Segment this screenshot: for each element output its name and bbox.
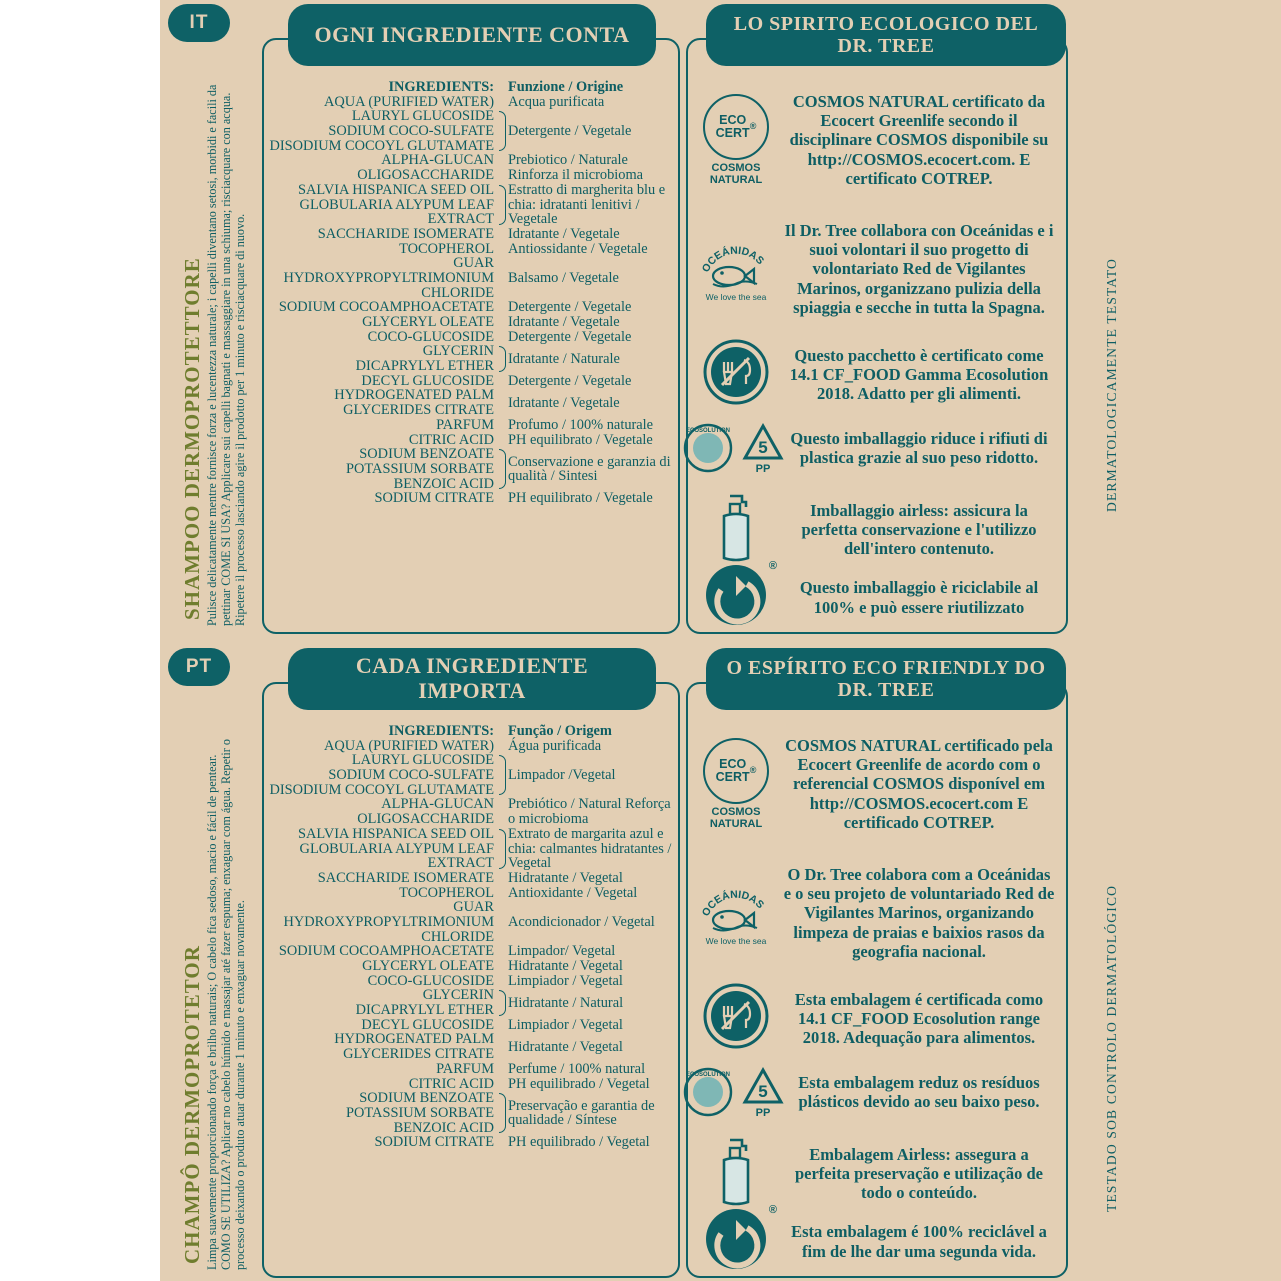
ingredient-names <box>266 388 498 417</box>
table-row <box>266 227 676 242</box>
eco-claim-text: Questo imballaggio è riciclabile al 100% e può essere riutilizzato <box>799 578 1039 617</box>
eco-blocks-pt <box>685 720 1064 1274</box>
table-row <box>266 959 676 974</box>
ingredient-name: GUAR <box>453 255 494 272</box>
ingredient-names <box>266 959 498 974</box>
table-row <box>266 330 676 345</box>
svg-text:We love the sea: We love the sea <box>705 936 767 946</box>
ingredient-function: Detergente / Vegetale <box>508 328 632 345</box>
ingredient-function: Prebiótico / Natural Reforça o microbioma <box>508 796 671 828</box>
ingredient-names <box>266 900 498 944</box>
ingredient-function: Balsamo / Vegetale <box>508 269 619 286</box>
eco-claim-text: Imballaggio airless: assicura la perfetta conservazione e l'utilizzo dell'intero contenuto. <box>801 500 1037 559</box>
ingredient-function: PH equilibrato / Vegetale <box>508 431 653 448</box>
ecosolution-badge-icon <box>683 423 733 473</box>
ingredient-name: DISODIUM COCOYL GLUTAMATE <box>269 781 494 798</box>
ingredients-table-it <box>266 80 676 506</box>
table-row <box>266 183 676 227</box>
table-row <box>266 753 676 797</box>
table-row <box>266 447 676 491</box>
ingredient-name: DICAPRYLYL ETHER <box>355 358 494 375</box>
ingredient-function: Perfume / 100% natural <box>508 1060 646 1077</box>
ingredient-name: AQUA (PURIFIED WATER) <box>323 93 494 110</box>
table-header-function: Funzione / Origine <box>508 79 624 95</box>
eco-claim-text: Esta embalagem é certificada como 14.1 CF_FOOD Ecosolution range 2018. Adequação para alimentos. <box>794 989 1044 1048</box>
oceanidas-icon <box>699 876 773 950</box>
recycle-pp5-icon <box>683 420 789 476</box>
eco-title-it: LO SPIRITO ECOLOGICO DEL DR. TREE <box>706 4 1066 66</box>
dermatological-claim-it: DERMATOLOGICAMENTE TESTATO <box>1104 258 1119 512</box>
ingredient-name: AQUA (PURIFIED WATER) <box>323 737 494 754</box>
ingredient-function: Detergente / Vegetale <box>508 123 632 140</box>
ingredient-names <box>266 95 498 110</box>
ingredient-names <box>266 153 498 182</box>
ingredient-function: Profumo / 100% naturale <box>508 416 654 433</box>
ingredient-name: GLOBULARIA ALYPUM LEAF <box>299 840 494 857</box>
svg-text:PP: PP <box>755 463 771 475</box>
ingredient-name: HYDROGENATED PALM <box>334 387 494 404</box>
ingredient-names <box>266 109 498 153</box>
ingredient-names <box>266 1135 498 1150</box>
ingredient-name: SODIUM COCO-SULFATE <box>328 767 494 784</box>
table-row <box>266 433 676 448</box>
ingredient-function: Idratante / Naturale <box>508 350 620 367</box>
svg-text:OCEÁNIDAS: OCEÁNIDAS <box>699 244 767 275</box>
svg-text:ECOSOLUTION: ECOSOLUTION <box>685 1072 731 1078</box>
ingredient-function: Detergente / Vegetale <box>508 299 632 316</box>
group-bracket <box>499 829 506 869</box>
ingredient-names <box>266 1091 498 1135</box>
ingredient-name: GLYCERIDES CITRATE <box>343 1046 494 1063</box>
table-row <box>266 256 676 300</box>
ecocert-circle-icon: ECO CERT ® <box>703 94 769 160</box>
ingredient-name: TOCOPHEROL <box>399 240 494 257</box>
svg-text:ECOSOLUTION: ECOSOLUTION <box>685 428 731 434</box>
ingredient-names <box>266 447 498 491</box>
ingredient-name: HYDROGENATED PALM <box>334 1031 494 1048</box>
language-badge-it: IT <box>168 4 230 42</box>
ingredient-name: PARFUM <box>436 416 494 433</box>
table-header-row <box>266 724 676 739</box>
ingredient-function: Limpador /Vegetal <box>508 767 616 784</box>
ingredient-name: EXTRACT <box>427 211 494 228</box>
ingredient-function: Hidratante / Vegetal <box>508 1038 623 1055</box>
ingredient-name: SACCHARIDE ISOMERATE <box>317 869 494 886</box>
table-row <box>266 974 676 989</box>
ingredient-function: Limpiador / Vegetal <box>508 972 623 989</box>
ingredient-name: OLIGOSACCHARIDE <box>357 811 494 828</box>
product-title-pt: CHAMPÔ DERMOPROTETOR <box>180 945 204 1264</box>
svg-text:OCEÁNIDAS: OCEÁNIDAS <box>699 888 767 919</box>
ingredient-name: DECYL GLUCOSIDE <box>361 372 494 389</box>
ingredient-function: Hidratante / Vegetal <box>508 869 623 886</box>
ingredient-name: DECYL GLUCOSIDE <box>361 1016 494 1033</box>
eco-claim-text: COSMOS NATURAL certificato da Ecocert Greenlife secondo il disciplinare COSMOS disponibile su http://COSMOS.ecocert.com. E certificato COTREP. <box>789 92 1049 188</box>
ingredient-name: POTASSIUM SORBATE <box>346 1104 494 1121</box>
ingredient-names <box>266 988 498 1017</box>
group-bracket <box>499 346 506 371</box>
ingredient-names <box>266 944 498 959</box>
ingredient-function: Antioxidante / Vegetal <box>508 884 638 901</box>
ingredient-name: TOCOPHEROL <box>399 884 494 901</box>
eco-claim-text: Esta embalagem é 100% reciclável a fim de lhe dar uma segunda vida. <box>791 1222 1047 1261</box>
table-row <box>266 1032 676 1061</box>
eco-claim-text: Questo imballaggio riduce i rifiuti di plastica grazie al suo peso ridotto. <box>790 428 1048 467</box>
eco-claim-block <box>685 1060 1064 1124</box>
eco-claim-text: Questo pacchetto è certificato come 14.1 CF_FOOD Gamma Ecosolution 2018. Adatto per gli alimenti. <box>789 345 1049 404</box>
ingredient-function: Antiossidante / Vegetale <box>508 240 648 257</box>
ingredient-name: LAURYL GLUCOSIDE <box>351 108 494 125</box>
ingredient-name: GLYCERIN <box>422 343 494 360</box>
ingredient-name: LAURYL GLUCOSIDE <box>351 752 494 769</box>
ingredient-name: SODIUM BENZOATE <box>359 446 494 463</box>
ingredient-names <box>266 330 498 345</box>
ingredient-names <box>266 827 498 871</box>
table-header-ingredients: INGREDIENTS: <box>388 79 494 95</box>
svg-text:5: 5 <box>758 438 768 457</box>
eco-title-pt: O ESPÍRITO ECO FRIENDLY DO DR. TREE <box>706 648 1066 710</box>
table-row <box>266 374 676 389</box>
ingredient-name: DISODIUM COCOYL GLUTAMATE <box>269 137 494 154</box>
ingredient-name: GUAR <box>453 899 494 916</box>
table-row <box>266 827 676 871</box>
table-row <box>266 344 676 373</box>
ingredient-names <box>266 256 498 300</box>
ingredient-name: SALVIA HISPANICA SEED OIL <box>297 825 494 842</box>
ingredient-name: GLOBULARIA ALYPUM LEAF <box>299 196 494 213</box>
ingredient-function: Idratante / Vegetale <box>508 225 620 242</box>
table-row <box>266 988 676 1017</box>
ingredient-names <box>266 183 498 227</box>
ingredient-names <box>266 1032 498 1061</box>
ingredient-function: Prebiotico / Naturale Rinforza il microbioma <box>508 152 644 184</box>
ingredient-names <box>266 300 498 315</box>
ingredient-name: POTASSIUM SORBATE <box>346 460 494 477</box>
group-bracket <box>499 185 506 225</box>
ingredient-function: Acqua purificata <box>508 93 605 110</box>
ingredients-title-it: OGNI INGREDIENTE CONTA <box>288 4 656 66</box>
table-row <box>266 886 676 901</box>
ingredient-function: PH equilibrado / Vegetal <box>508 1134 650 1151</box>
eco-claim-block <box>690 982 1064 1055</box>
ingredient-function: Idratante / Vegetale <box>508 394 620 411</box>
eco-claim-block <box>690 486 1064 573</box>
ingredient-function: PH equilibrado / Vegetal <box>508 1075 650 1092</box>
ingredient-function: Conservazione e garanzia di qualità / Sintesi <box>508 453 671 485</box>
ingredient-name: CHLORIDE <box>421 928 494 945</box>
eco-claim-text: Embalagem Airless: assegura a perfeita preservação e utilização de todo o conteúdo. <box>794 1144 1044 1203</box>
eco-blocks-it <box>685 76 1064 630</box>
ingredient-names <box>266 797 498 826</box>
ecosolution-badge-icon <box>683 1067 733 1117</box>
product-description-it: Pulisce delicatamente mentre fornisce forza e lucentezza naturale; i capelli diventano setosi, morbidi e facili da pettinar COME SI USA? Applicare sui capelli bagnati e massaggiare in una schiuma; risciacquare con acqua. Ripetere il processo lasciando agire il prodotto per 1 minuto e risciacquare di nuovo. <box>205 84 247 626</box>
ingredient-names <box>266 491 498 506</box>
eco-claim-block <box>690 338 1064 411</box>
ingredient-name: GLYCERIDES CITRATE <box>343 402 494 419</box>
group-bracket <box>499 990 506 1015</box>
ecocert-cosmos-natural-icon <box>701 738 771 830</box>
ingredient-function: Preservação e garantia de qualidade / Síntese <box>508 1097 655 1129</box>
ingredient-names <box>266 242 498 257</box>
ingredient-name: SODIUM COCO-SULFATE <box>328 123 494 140</box>
table-row <box>266 1077 676 1092</box>
ingredient-name: GLYCERYL OLEATE <box>362 958 494 974</box>
ingredient-name: ALPHA-GLUCAN <box>381 152 494 169</box>
eco-claim-block <box>690 84 1064 196</box>
ingredient-name: SODIUM BENZOATE <box>359 1090 494 1107</box>
ingredient-names <box>266 753 498 797</box>
ingredient-name: PARFUM <box>436 1060 494 1077</box>
food-safe-icon <box>702 982 770 1055</box>
table-row <box>266 1135 676 1150</box>
ingredient-function: Extrato de margarita azul e chia: calmantes hidratantes / Vegetal <box>508 825 672 872</box>
table-row <box>266 109 676 153</box>
food-safe-icon <box>702 338 770 411</box>
cosmos-natural-label: COSMOS NATURAL <box>709 161 763 186</box>
ingredient-names <box>266 418 498 433</box>
table-row <box>266 1062 676 1077</box>
eco-claim-text: COSMOS NATURAL certificado pela Ecocert Greenlife de acordo com o referencial COSMOS disponível em http://COSMOS.ecocert.com E certificado COTREP. <box>785 736 1053 832</box>
product-description-pt: Limpa suavemente proporcionando força e brilho naturais; O cabelo fica sedoso, macio e fácil de pentear. COMO SE UTILIZA? Aplicar no cabelo húmido e massajar até fazer espuma; enxaguar com água. Repetir o processo deixando o produto atuar durante 1 minuto e enxaguar novamente. <box>205 739 247 1270</box>
ingredient-name: SODIUM COCOAMPHOACETATE <box>278 943 494 960</box>
ingredient-function: Estratto di margherita blu e chia: idratanti lenitivi / Vegetale <box>508 181 666 228</box>
table-header-ingredients: INGREDIENTS: <box>388 723 494 739</box>
ingredient-function: Detergente / Vegetale <box>508 372 632 389</box>
eco-claim-text: O Dr. Tree colabora com a Oceánidas e o seu projeto de voluntariado Red de Vigilantes Marinos, organizando limpeza de praias e baixios rasos da geografia nacional. <box>783 865 1055 961</box>
ingredient-name: SACCHARIDE ISOMERATE <box>317 225 494 242</box>
airless-bottle-icon <box>708 1130 764 1217</box>
table-row <box>266 900 676 944</box>
ecocert-circle-icon: ECO CERT ® <box>703 738 769 804</box>
eco-claim-block <box>690 848 1064 978</box>
svg-text:5: 5 <box>758 1082 768 1101</box>
eco-claim-text: Esta embalagem reduz os resíduos plásticos devido ao seu baixo peso. <box>798 1072 1040 1111</box>
ingredient-names <box>266 1062 498 1077</box>
ingredient-function: PH equilibrato / Vegetale <box>508 490 653 507</box>
ingredients-table-pt <box>266 724 676 1150</box>
ingredient-names <box>266 871 498 886</box>
ingredient-name: SALVIA HISPANICA SEED OIL <box>297 181 494 198</box>
ingredients-title-pt: CADA INGREDIENTE IMPORTA <box>288 648 656 710</box>
eco-claim-block <box>690 1130 1064 1217</box>
ingredient-function: Idratante / Vegetale <box>508 314 620 330</box>
oceanidas-icon <box>699 232 773 306</box>
dermatological-claim-pt: TESTADO SOB CONTROLO DERMATOLÓGICO <box>1104 884 1119 1212</box>
ingredient-names <box>266 344 498 373</box>
group-bracket <box>499 111 506 151</box>
ingredient-name: CITRIC ACID <box>408 1075 494 1092</box>
ingredient-name: COCO-GLUCOSIDE <box>367 328 494 345</box>
ingredient-function: Limpiador / Vegetal <box>508 1016 623 1033</box>
ingredient-name: COCO-GLUCOSIDE <box>367 972 494 989</box>
eco-claim-block <box>690 562 1064 633</box>
ingredient-names <box>266 374 498 389</box>
ingredient-name: BENZOIC ACID <box>393 475 494 492</box>
ingredient-names <box>266 1018 498 1033</box>
ingredient-name: EXTRACT <box>427 855 494 872</box>
eco-claim-block <box>685 416 1064 480</box>
group-bracket <box>499 449 506 489</box>
table-row <box>266 739 676 754</box>
ingredient-names <box>266 739 498 754</box>
table-header-row <box>266 80 676 95</box>
ingredient-function: Hidratante / Vegetal <box>508 958 623 974</box>
ingredient-function: Água purificada <box>508 737 602 754</box>
ingredient-names <box>266 886 498 901</box>
ingredient-name: CITRIC ACID <box>408 431 494 448</box>
table-row <box>266 797 676 826</box>
svg-text:PP: PP <box>755 1107 771 1119</box>
table-row <box>266 153 676 182</box>
cosmos-natural-label: COSMOS NATURAL <box>709 805 763 830</box>
table-row <box>266 95 676 110</box>
ingredient-name: OLIGOSACCHARIDE <box>357 167 494 184</box>
ecocert-cosmos-natural-icon <box>701 94 771 186</box>
ingredient-name: SODIUM CITRATE <box>374 1134 494 1151</box>
table-row <box>266 242 676 257</box>
language-badge-pt: PT <box>168 648 230 686</box>
ingredient-function: Hidratante / Natural <box>508 994 624 1011</box>
eco-claim-block <box>690 204 1064 334</box>
ingredient-name: CHLORIDE <box>421 284 494 301</box>
table-row <box>266 944 676 959</box>
table-row <box>266 871 676 886</box>
ingredient-function: Limpador/ Vegetal <box>508 943 616 960</box>
eco-claim-block <box>690 728 1064 840</box>
ingredient-function: Acondicionador / Vegetal <box>508 913 655 930</box>
ingredient-name: BENZOIC ACID <box>393 1119 494 1136</box>
table-row <box>266 388 676 417</box>
recycle-pp5-icon <box>683 1064 789 1120</box>
ingredient-names <box>266 433 498 448</box>
svg-text:We love the sea: We love the sea <box>705 292 767 302</box>
table-row <box>266 300 676 315</box>
ingredient-names <box>266 227 498 242</box>
ingredient-name: SODIUM CITRATE <box>374 490 494 507</box>
table-row <box>266 315 676 330</box>
table-header-function: Função / Origem <box>508 723 612 739</box>
ingredient-names <box>266 1077 498 1092</box>
ingredient-names <box>266 974 498 989</box>
ingredient-name: HYDROXYPROPYLTRIMONIUM <box>283 269 494 286</box>
ingredient-name: SODIUM COCOAMPHOACETATE <box>278 299 494 316</box>
eco-claim-block <box>690 1206 1064 1277</box>
ingredient-name: HYDROXYPROPYLTRIMONIUM <box>283 913 494 930</box>
group-bracket <box>499 1093 506 1133</box>
ingredient-name: DICAPRYLYL ETHER <box>355 1002 494 1019</box>
ingredient-names <box>266 315 498 330</box>
recyclable-loop-icon: ® <box>703 1206 769 1277</box>
product-title-it: SHAMPOO DERMOPROTETTORE <box>180 257 204 620</box>
table-row <box>266 1018 676 1033</box>
recyclable-loop-icon: ® <box>703 562 769 633</box>
eco-claim-text: Il Dr. Tree collabora con Oceánidas e i suoi volontari il suo progetto di volontariato Red de Vigilantes Marinos, organizzano pulizia della spiaggia e secche in tutta la Spagna. <box>784 221 1054 317</box>
table-row <box>266 1091 676 1135</box>
table-row <box>266 418 676 433</box>
ingredient-name: GLYCERIN <box>422 987 494 1004</box>
airless-bottle-icon <box>708 486 764 573</box>
group-bracket <box>499 755 506 795</box>
ingredient-name: GLYCERYL OLEATE <box>362 314 494 330</box>
table-row <box>266 491 676 506</box>
ingredient-name: ALPHA-GLUCAN <box>381 796 494 813</box>
